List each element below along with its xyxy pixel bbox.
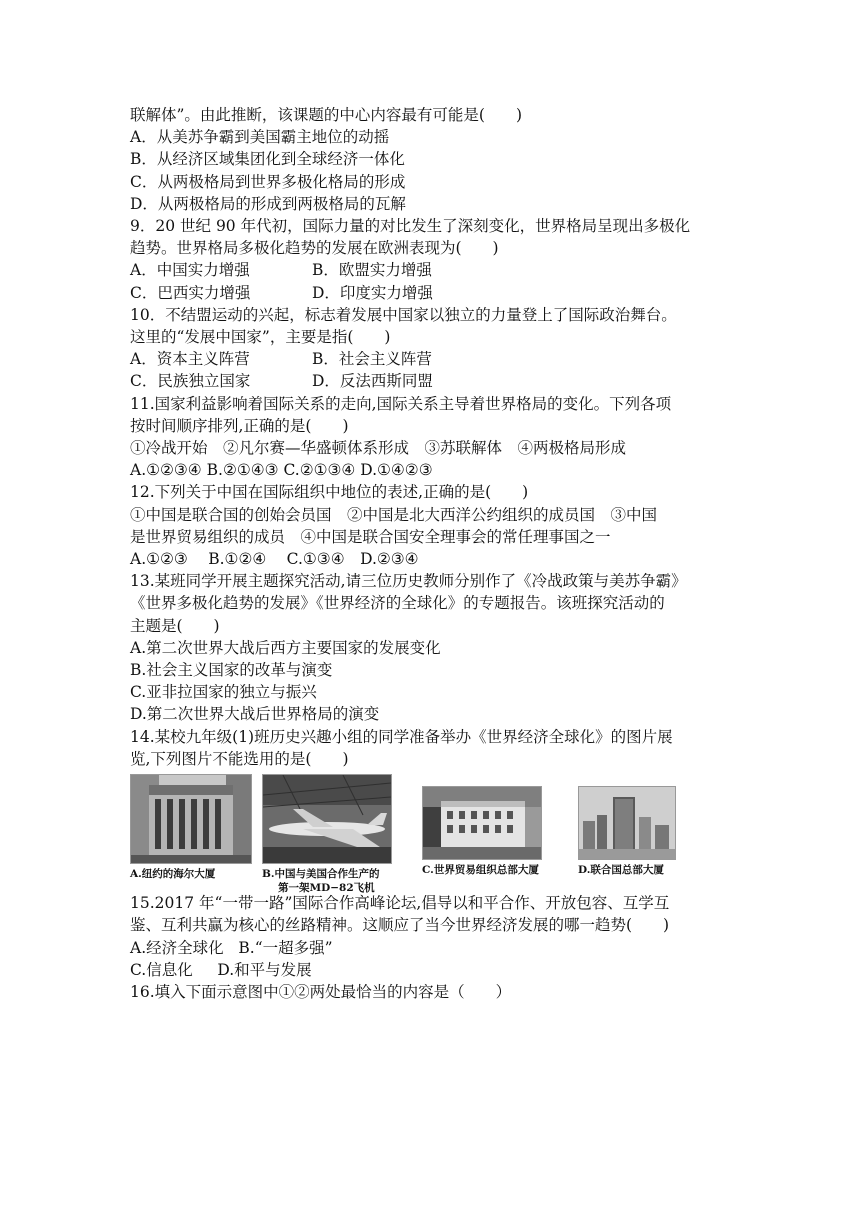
q14-caption-d: D.联合国总部大厦 xyxy=(578,864,664,877)
q15-stem-line1: 15.2017 年“一带一路”国际合作高峰论坛,倡导以和平合作、开放包容、互学互 xyxy=(130,894,670,913)
wto-headquarters-photo xyxy=(422,786,542,860)
q15-option-b: B.“一超多强” xyxy=(238,938,333,957)
q13-stem-line2: 《世界多极化趋势的发展》《世界经济的全球化》的专题报告。该班探究活动的 xyxy=(130,594,665,613)
q10-option-b: B．社会主义阵营 xyxy=(312,350,432,369)
q9-option-b: B．欧盟实力增强 xyxy=(312,261,432,280)
q8-option-a: A．从美苏争霸到美国霸主地位的动摇 xyxy=(130,128,390,147)
q11-stem-line1: 11.国家利益影响着国际关系的走向,国际关系主导着世界格局的变化。下列各项 xyxy=(130,394,672,413)
q8-option-c: C．从两极格局到世界多极化格局的形成 xyxy=(130,172,406,191)
question-list xyxy=(130,104,738,1003)
q12-stem: 12.下列关于中国在国际组织中地位的表述,正确的是( ) xyxy=(130,483,529,502)
q14-stem-line2: 览,下列图片不能选用的是( ) xyxy=(130,749,349,768)
q13-option-d: D.第二次世界大战后世界格局的演变 xyxy=(130,705,380,724)
q15-option-a: A.经济全球化 xyxy=(130,938,224,957)
q10-option-d: D．反法西斯同盟 xyxy=(312,372,433,391)
q13-stem-line3: 主题是( ) xyxy=(130,616,220,635)
q14-figure-b xyxy=(262,774,392,895)
q10-stem-line2: 这里的“发展中国家”，主要是指( ) xyxy=(130,328,391,347)
q15-option-c: C.信息化 xyxy=(130,960,193,979)
q14-stem-line1: 14.某校九年级(1)班历史兴趣小组的同学准备举办《世界经济全球化》的图片展 xyxy=(130,727,673,746)
q8-option-d: D．从两极格局的形成到两极格局的瓦解 xyxy=(130,194,406,213)
q11-items: ①冷战开始 ②凡尔赛—华盛顿体系形成 ③苏联解体 ④两极格局形成 xyxy=(130,439,627,458)
q14-figure-row xyxy=(130,774,738,895)
q14-caption-b-line1: B.中国与美国合作生产的 xyxy=(262,868,380,881)
q9-option-a: A．中国实力增强 xyxy=(130,261,250,280)
q15-stem-line2: 鉴、互利共赢为核心的丝路精神。这顺应了当今世界经济发展的哪一趋势( ) xyxy=(130,916,670,935)
q15-options-row1 xyxy=(130,937,738,959)
haier-building-photo xyxy=(130,774,252,864)
q15-option-d: D.和平与发展 xyxy=(217,960,312,979)
q9-options-row2 xyxy=(130,282,738,304)
q14-figure-a xyxy=(130,774,252,881)
q13-stem-line1: 13.某班同学开展主题探究活动,请三位历史教师分别作了《冷战政策与美苏争霸》 xyxy=(130,572,687,591)
q13-option-c: C.亚非拉国家的独立与振兴 xyxy=(130,683,317,702)
q13-option-b: B.社会主义国家的改革与演变 xyxy=(130,661,333,680)
q9-option-c: C．巴西实力增强 xyxy=(130,283,251,302)
un-headquarters-photo xyxy=(578,786,676,860)
q16-stem: 16.填入下面示意图中①②两处最恰当的内容是（ ） xyxy=(130,982,512,1001)
md82-airplane-photo xyxy=(262,774,392,864)
q8-stem: 联解体”。由此推断，该课题的中心内容最有可能是( ) xyxy=(130,106,523,124)
q9-option-d: D．印度实力增强 xyxy=(312,283,433,302)
q11-stem-line2: 按时间顺序排列,正确的是( ) xyxy=(130,416,349,435)
q12-items-line1: ①中国是联合国的创始会员国 ②中国是北大西洋公约组织的成员国 ③中国 xyxy=(130,505,658,524)
q11-options: A.①②③④ B.②①④③ C.②①③④ D.①④②③ xyxy=(130,461,433,480)
q10-option-a: A．资本主义阵营 xyxy=(130,350,250,369)
q14-caption-b-line2: 第一架MD−82飞机 xyxy=(278,882,375,895)
q14-figure-d xyxy=(578,774,676,877)
q9-stem-line2: 趋势。世界格局多极化趋势的发展在欧洲表现为( ) xyxy=(130,239,499,258)
q8-option-b: B．从经济区域集团化到全球经济一体化 xyxy=(130,150,405,169)
q14-caption-a: A.纽约的海尔大厦 xyxy=(130,868,216,881)
q12-options: A.①②③ B.①②④ C.①③④ D.②③④ xyxy=(130,550,419,569)
q9-stem-line1: 9．20 世纪 90 年代初，国际力量的对比发生了深刻变化，世界格局呈现出多极化 xyxy=(130,217,691,236)
q10-option-c: C．民族独立国家 xyxy=(130,372,251,391)
q10-options-row1 xyxy=(130,348,738,370)
q14-figure-c xyxy=(422,774,542,877)
q14-caption-c: C.世界贸易组织总部大厦 xyxy=(422,864,539,877)
q9-options-row1 xyxy=(130,259,738,281)
q12-items-line2: 是世界贸易组织的成员 ④中国是联合国安全理事会的常任理事国之一 xyxy=(130,527,611,546)
q13-option-a: A.第二次世界大战后西方主要国家的发展变化 xyxy=(130,638,441,657)
q15-options-row2 xyxy=(130,959,738,981)
q10-options-row2 xyxy=(130,370,738,392)
q10-stem-line1: 10．不结盟运动的兴起，标志着发展中国家以独立的力量登上了国际政治舞台。 xyxy=(130,305,677,324)
